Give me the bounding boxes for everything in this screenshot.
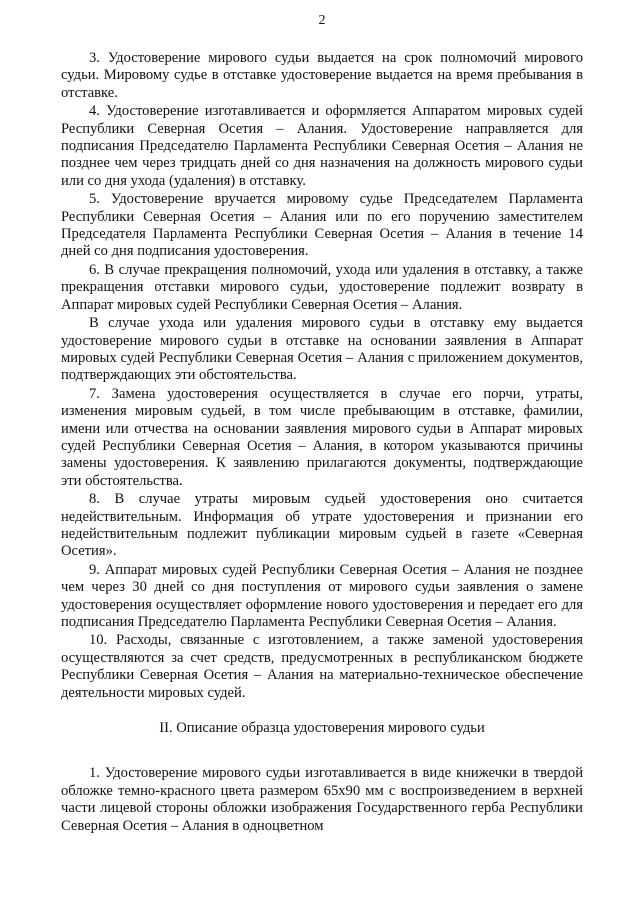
- paragraph-8-loss: 8. В случае утраты мировым судьей удостоверения оно считается недействительным. Информация об утрате удостоверения и признании его недействительным подлежит публикации мировым судьей в газете «Северная Осетия».: [61, 491, 583, 560]
- page-number: 2: [318, 13, 326, 28]
- paragraph-6-retirement: В случае ухода или удаления мирового судьи в отставку ему выдается удостоверение мирового судьи в отставке на основании заявления в Аппарат мировых судей Республики Северная Осетия – Алания с приложением документов, подтверждающих эти обстоятельства.: [61, 315, 583, 384]
- paragraph-4-production: 4. Удостоверение изготавливается и оформляется Аппаратом мировых судей Республики Северная Осетия – Алания. Удостоверение направляется для подписания Председателю Парламента Республики Северная Осетия – Алания не позднее чем через тридцать дней со дня назначения на должность мирового судьи или со дня ухода (удаления) в отставку.: [61, 103, 583, 189]
- paragraph-6-return: 6. В случае прекращения полномочий, ухода или удаления в отставку, а также прекращения отставки мирового судьи, удостоверение подлежит возврату в Аппарат мировых судей Республики Северная Осетия – Алания.: [61, 261, 583, 313]
- paragraph-ii-1-description: 1. Удостоверение мирового судьи изготавливается в виде книжечки в твердой обложке темно-красного цвета размером 65х90 мм с воспроизведением в верхней части лицевой стороны обложки изображения Государственного герба Республики Северная Осетия – Алания в одноцветном: [61, 765, 583, 834]
- paragraph-5-handover: 5. Удостоверение вручается мировому судье Председателем Парламента Республики Северная Осетия – Алания или по его поручению заместителем Председателя Парламента Республики Северная Осетия – Алания в течение 14 дней со дня подписания удостоверения.: [61, 191, 583, 260]
- section-heading: II. Описание образца удостоверения мирового судьи: [159, 720, 485, 737]
- paragraph-10-expenses: 10. Расходы, связанные с изготовлением, а также заменой удостоверения осуществляются за счет средств, предусмотренных в республиканском бюджете Республики Северная Осетия – Алания на материально-техническое обеспечение деятельности мировых судей.: [61, 632, 583, 701]
- paragraph-7-replacement: 7. Замена удостоверения осуществляется в случае его порчи, утраты, изменения мировым судьей, в том числе пребывающим в отставке, фамилии, имени или отчества на основании заявления мирового судьи в Аппарат мировых судей Республики Северная Осетия – Алания, в котором указываются причины замены удостоверения. К заявлению прилагаются документы, подтверждающие эти обстоятельства.: [61, 385, 583, 489]
- paragraph-3-term: 3. Удостоверение мирового судьи выдается на срок полномочий мирового судьи. Мировому судье в отставке удостоверение выдается на время пребывания в отставке.: [61, 50, 583, 101]
- paragraph-9-reissue: 9. Аппарат мировых судей Республики Северная Осетия – Алания не позднее чем через 30 дней со дня поступления от мирового судьи заявления о замене удостоверения осуществляет оформление нового удостоверения и передает его для подписания Председателю Парламента Республики Северная Осетия – Алания.: [61, 561, 583, 630]
